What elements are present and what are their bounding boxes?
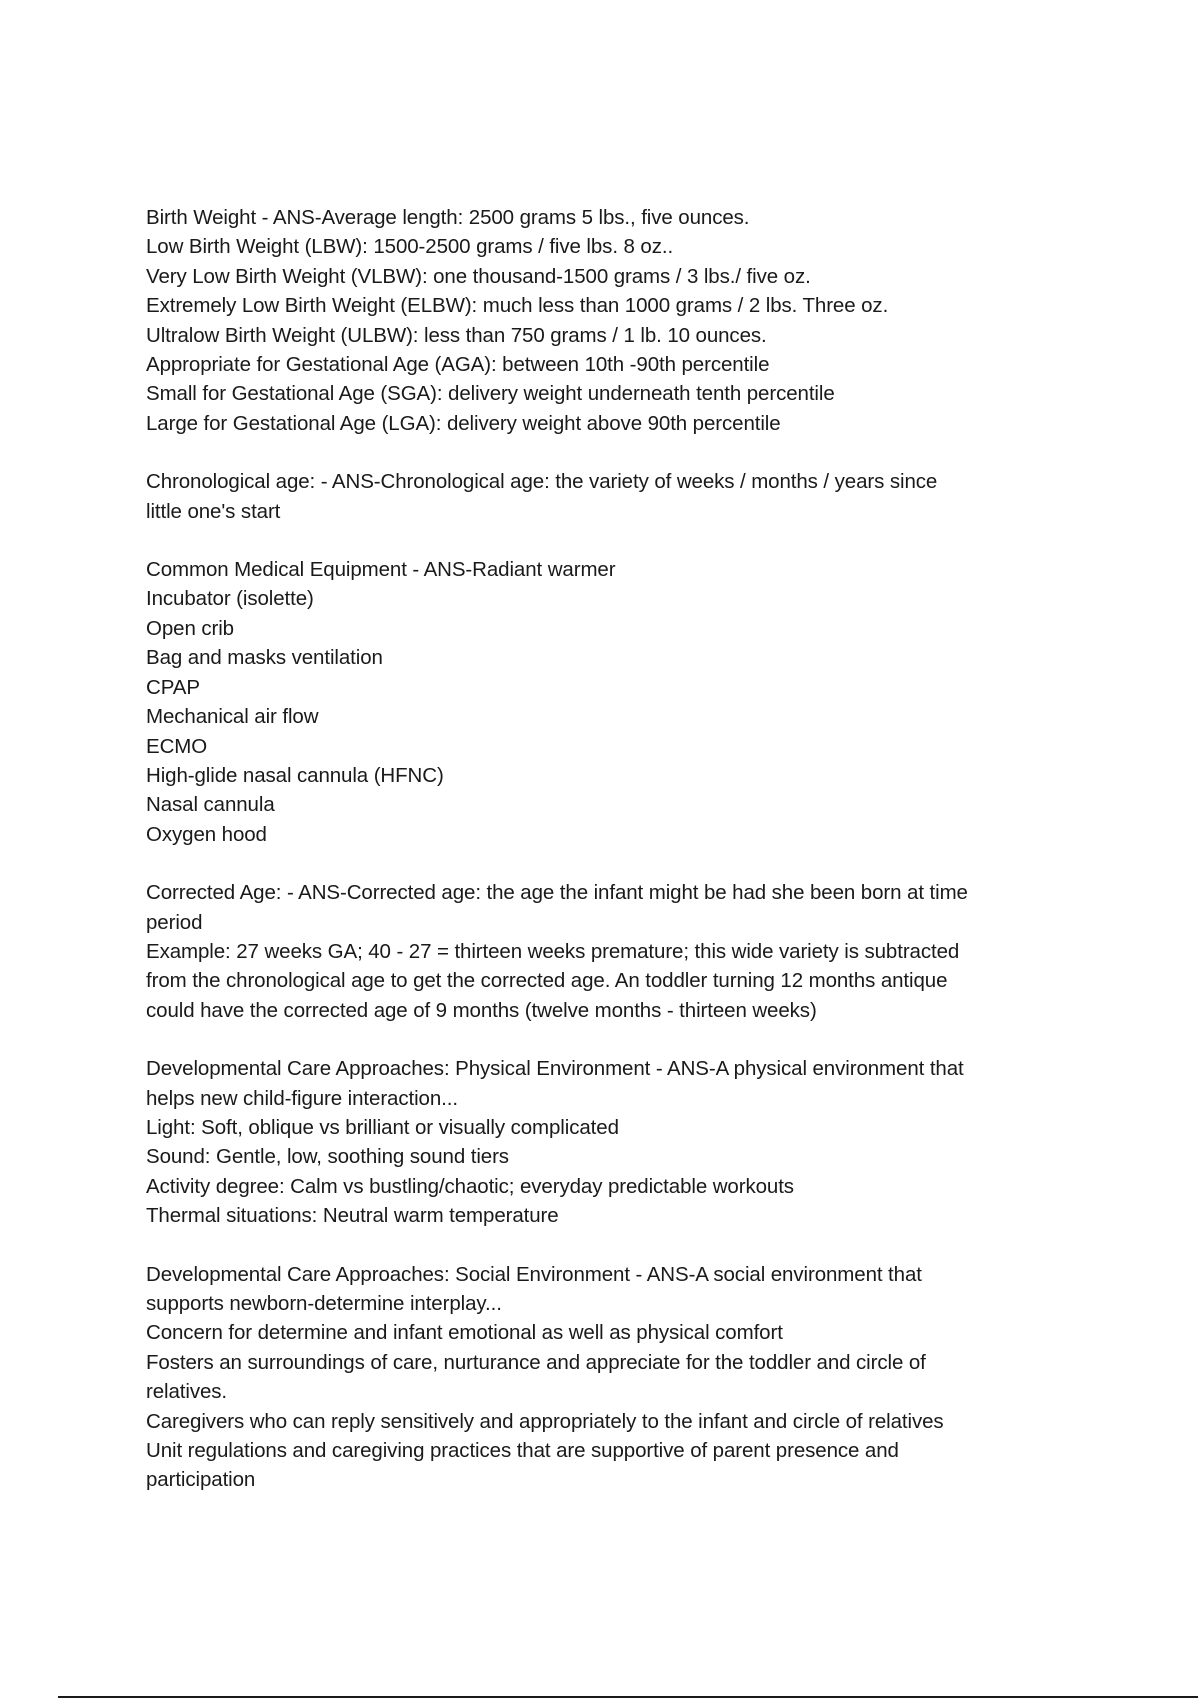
text-line: from the chronological age to get the corrected age. An toddler turning 12 months antique xyxy=(146,969,948,993)
footer-divider xyxy=(58,1696,1198,1698)
section-chronological-age xyxy=(146,467,1066,526)
text-line: Developmental Care Approaches: Social Environment - ANS-A social environment that xyxy=(146,1262,922,1286)
text-line: period xyxy=(146,910,203,934)
text-line: Caregivers who can reply sensitively and appropriately to the infant and circle of relatives xyxy=(146,1409,944,1433)
text-line: Example: 27 weeks GA; 40 - 27 = thirteen weeks premature; this wide variety is subtracted xyxy=(146,939,960,963)
section-social-environment xyxy=(146,1260,1066,1495)
text-line: participation xyxy=(146,1468,256,1492)
text-line: Mechanical air flow xyxy=(146,705,319,729)
text-line: High-glide nasal cannula (HFNC) xyxy=(146,763,444,787)
text-line: Extremely Low Birth Weight (ELBW): much less than 1000 grams / 2 lbs. Three oz. xyxy=(146,294,889,318)
text-line: Sound: Gentle, low, soothing sound tiers xyxy=(146,1145,509,1169)
section-birth-weight xyxy=(146,203,1066,438)
text-line: helps new child-figure interaction... xyxy=(146,1086,458,1110)
text-line: Birth Weight - ANS-Average length: 2500 grams 5 lbs., five ounces. xyxy=(146,206,750,229)
text-line: Bag and masks ventilation xyxy=(146,646,383,670)
text-line: ECMO xyxy=(146,734,208,758)
text-line: Low Birth Weight (LBW): 1500-2500 grams / five lbs. 8 oz.. xyxy=(146,235,674,259)
text-line: Thermal situations: Neutral warm temperature xyxy=(146,1204,559,1228)
text-line: Common Medical Equipment - ANS-Radiant warmer xyxy=(146,558,616,582)
section-corrected-age xyxy=(146,878,1066,1025)
text-line: Concern for determine and infant emotional as well as physical comfort xyxy=(146,1321,783,1345)
text-line: Open crib xyxy=(146,616,234,640)
text-line: Light: Soft, oblique vs brilliant or visually complicated xyxy=(146,1115,619,1139)
text-line: CPAP xyxy=(146,675,200,699)
text-line: Activity degree: Calm vs bustling/chaotic; everyday predictable workouts xyxy=(146,1174,794,1198)
text-line: Chronological age: - ANS-Chronological age: the variety of weeks / months / years since xyxy=(146,470,938,494)
text-line: little one's start xyxy=(146,499,281,523)
section-medical-equipment xyxy=(146,555,1066,849)
text-line: Incubator (isolette) xyxy=(146,587,314,611)
text-line: Corrected Age: - ANS-Corrected age: the age the infant might be had she been born at time xyxy=(146,881,968,905)
text-line: Large for Gestational Age (LGA): delivery weight above 90th percentile xyxy=(146,411,781,435)
text-line: Ultralow Birth Weight (ULBW): less than 750 grams / 1 lb. 10 ounces. xyxy=(146,323,767,347)
text-line: supports newborn-determine interplay... xyxy=(146,1292,502,1315)
text-line: Oxygen hood xyxy=(146,822,267,846)
section-physical-environment xyxy=(146,1054,1066,1230)
text-line: Unit regulations and caregiving practices that are supportive of parent presence and xyxy=(146,1439,899,1463)
text-line: Fosters an surroundings of care, nurturance and appreciate for the toddler and circle of xyxy=(146,1350,926,1374)
text-line: Nasal cannula xyxy=(146,793,275,817)
text-line: could have the corrected age of 9 months (twelve months - thirteen weeks) xyxy=(146,998,817,1022)
text-line: Very Low Birth Weight (VLBW): one thousand-1500 grams / 3 lbs./ five oz. xyxy=(146,264,811,288)
text-line: Small for Gestational Age (SGA): delivery weight underneath tenth percentile xyxy=(146,382,835,406)
text-line: relatives. xyxy=(146,1380,228,1404)
text-line: Appropriate for Gestational Age (AGA): between 10th -90th percentile xyxy=(146,353,770,377)
document-body xyxy=(146,203,1066,1524)
text-line: Developmental Care Approaches: Physical Environment - ANS-A physical environment that xyxy=(146,1057,964,1081)
